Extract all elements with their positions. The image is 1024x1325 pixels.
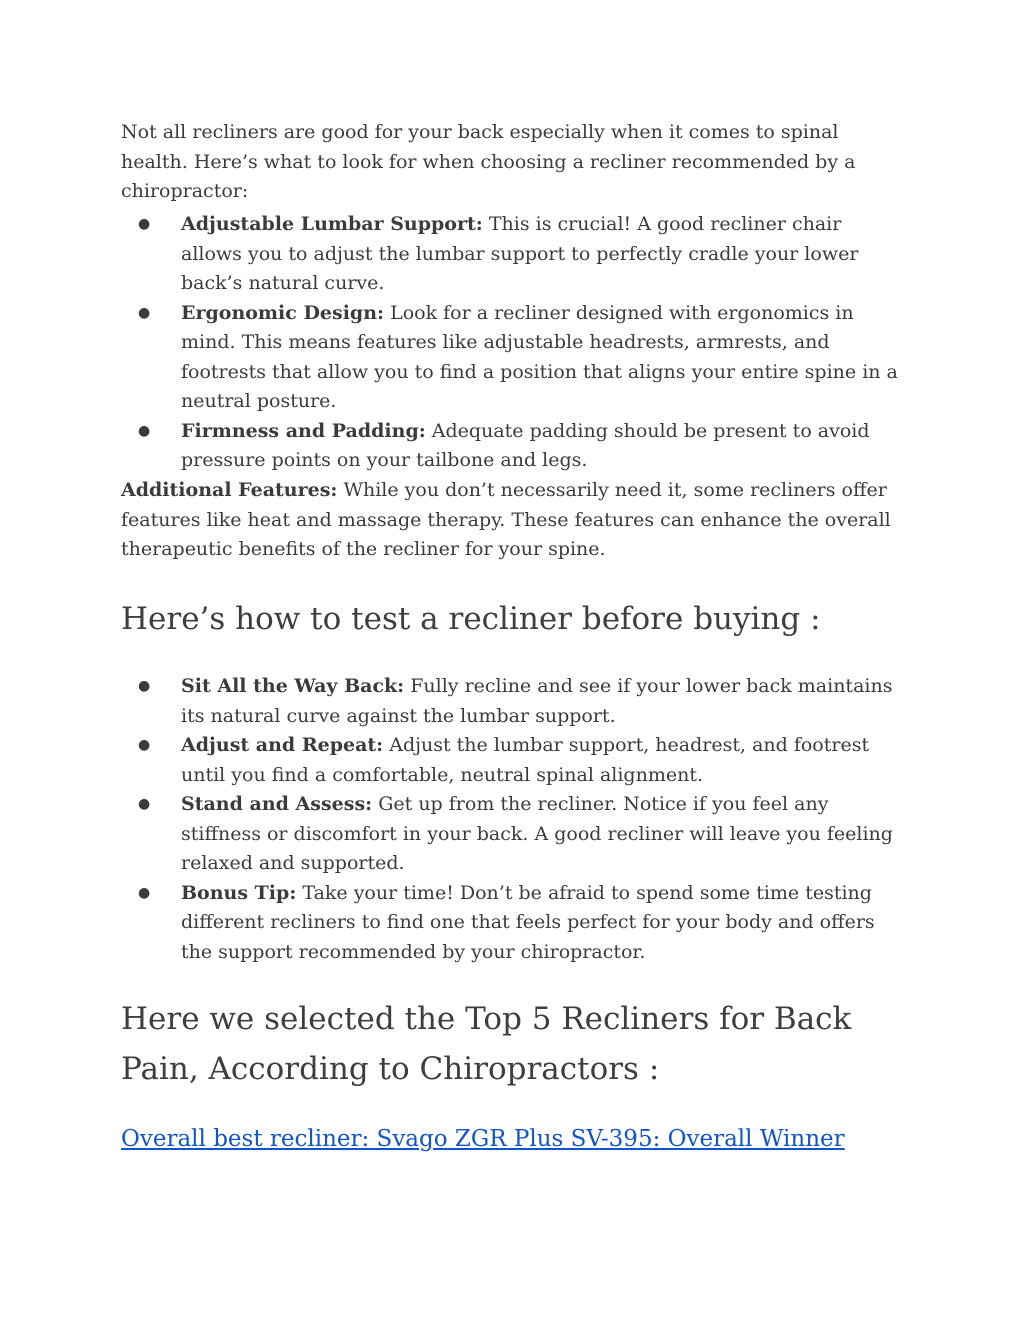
test-term: Adjust and Repeat: (181, 734, 384, 756)
additional-text: While you don’t necessarily need it, some recliners offer features like heat and massage therapy. These features can enhance the overall therapeutic benefits of the recliner for your spine. (121, 479, 891, 560)
list-item (121, 879, 907, 968)
bullet-icon: ● (138, 216, 151, 232)
list-item (121, 299, 907, 417)
intro-paragraph: Not all recliners are good for your back especially when it comes to spinal health. Here’s what to look for when choosing a recliner recommended by a chiropractor: (121, 121, 856, 202)
feature-text: Look for a recliner designed with ergonomics in mind. This means features like adjustable headrests, armrests, and footrests that allow you to find a position that aligns your entire spine in a neutral posture. (181, 301, 898, 412)
tests-list (121, 672, 907, 967)
bullet-icon: ● (138, 678, 151, 694)
list-item (121, 210, 907, 299)
test-term: Bonus Tip: (181, 881, 297, 904)
test-text: Take your time! Don’t be afraid to spend some time testing different recliners to find one that feels perfect for your body and offers the support recommended by your chiropractor. (181, 881, 875, 963)
list-item (121, 672, 907, 731)
list-item (121, 417, 907, 476)
feature-term: Firmness and Padding: (181, 419, 426, 442)
bullet-icon: ● (138, 796, 151, 812)
test-text: Fully recline and see if your lower back maintains its natural curve against the lumbar support. (181, 675, 893, 727)
test-text: Adjust the lumbar support, headrest, and footrest until you find a comfortable, neutral spinal alignment. (181, 734, 870, 786)
bullet-icon: ● (138, 737, 151, 753)
bullet-icon: ● (138, 304, 151, 321)
feature-term: Ergonomic Design: (181, 301, 385, 324)
bullet-icon: ● (138, 884, 151, 901)
top5-heading: Here we selected the Top 5 Recliners for Back Pain, According to Chiropractors : (121, 1001, 852, 1087)
test-term: Sit All the Way Back: (181, 675, 405, 697)
link-line (121, 1122, 907, 1156)
overall-winner-link[interactable]: Overall best recliner: Svago ZGR Plus SV-395: Overall Winner (121, 1126, 845, 1152)
feature-text: Adequate padding should be present to avoid pressure points on your tailbone and legs. (181, 419, 870, 471)
features-list (121, 210, 907, 476)
test-term: Stand and Assess: (181, 793, 373, 815)
feature-term: Adjustable Lumbar Support: (181, 213, 483, 235)
test-heading: Here’s how to test a recliner before buying : (121, 601, 821, 637)
additional-features-paragraph (121, 476, 907, 565)
list-item (121, 731, 907, 790)
test-text: Get up from the recliner. Notice if you feel any stiffness or discomfort in your back. A good recliner will leave you feeling relaxed and supported. (181, 793, 893, 874)
feature-text: This is crucial! A good recliner chair allows you to adjust the lumbar support to perfectly cradle your lower back’s natural curve. (181, 213, 859, 294)
additional-term: Additional Features: (121, 479, 338, 501)
bullet-icon: ● (138, 422, 151, 439)
list-item (121, 790, 907, 879)
